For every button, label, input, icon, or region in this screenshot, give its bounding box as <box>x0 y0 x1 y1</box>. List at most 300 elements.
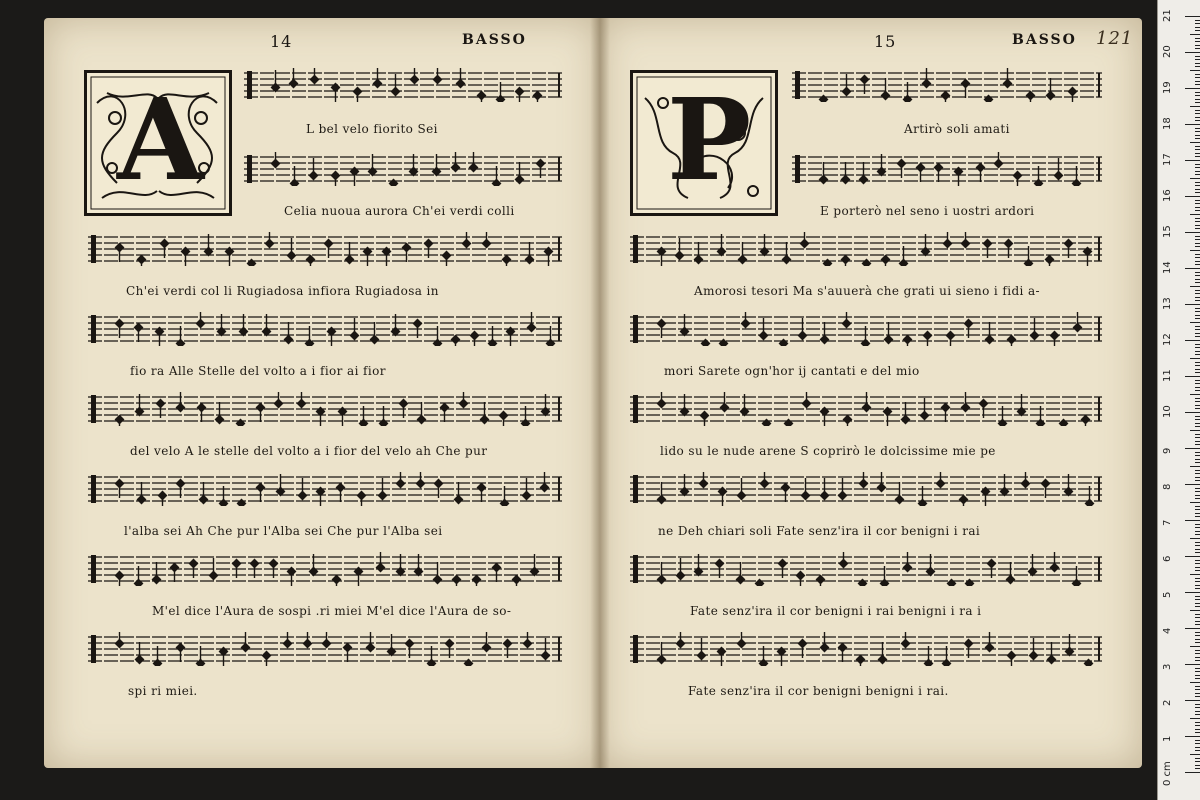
bar-line <box>1098 477 1100 501</box>
music-staff <box>88 312 562 346</box>
ruler-tick <box>1185 592 1200 593</box>
lyric-line: Celia nuoua aurora Ch'ei verdi colli <box>284 204 515 218</box>
ruler-tick <box>1195 596 1200 597</box>
clef-mark <box>91 235 96 263</box>
ruler-tick <box>1195 747 1200 748</box>
ruler-tick <box>1195 527 1200 528</box>
bar-line <box>558 317 560 341</box>
ruler-tick <box>1195 59 1200 60</box>
ruler-tick <box>1195 48 1200 49</box>
ruler-tick <box>1195 383 1200 384</box>
clef-mark <box>91 475 96 503</box>
ruler-tick <box>1195 203 1200 204</box>
ruler-tick <box>1195 95 1200 96</box>
ruler-tick <box>1195 290 1200 291</box>
ruler-tick <box>1195 77 1200 78</box>
ruler-tick <box>1195 617 1200 618</box>
ruler-tick <box>1195 560 1200 561</box>
ruler-tick <box>1195 264 1200 265</box>
ruler-tick <box>1195 614 1200 615</box>
bar-line <box>558 237 560 261</box>
ruler-tick <box>1195 153 1200 154</box>
clef-mark <box>91 635 96 663</box>
ruler-tick <box>1195 506 1200 507</box>
ruler-tick <box>1195 81 1200 82</box>
ruler-tick <box>1185 88 1200 89</box>
ruler-tick <box>1195 707 1200 708</box>
bar-line <box>1098 73 1100 97</box>
ruler-tick <box>1185 772 1200 773</box>
ruler-tick <box>1195 102 1200 103</box>
ruler-tick <box>1185 448 1200 449</box>
music-staff <box>630 232 1102 266</box>
ruler-tick <box>1195 149 1200 150</box>
ruler-tick <box>1195 531 1200 532</box>
ruler-tick <box>1190 394 1200 395</box>
ruler-tick <box>1195 675 1200 676</box>
ruler-tick <box>1195 689 1200 690</box>
ruler-number: 19 <box>1162 81 1173 94</box>
ruler-tick <box>1195 228 1200 229</box>
ruler-tick <box>1190 34 1200 35</box>
ruler-tick <box>1195 398 1200 399</box>
ruler-tick <box>1195 41 1200 42</box>
lyric-line: l'alba sei Ah Che pur l'Alba sei Che pur l'Alba sei <box>124 524 443 538</box>
ruler-tick <box>1195 581 1200 582</box>
ruler-number: 5 <box>1162 591 1173 598</box>
music-staff <box>88 552 562 586</box>
ruler-number: 17 <box>1162 153 1173 166</box>
lyric-line: fio ra Alle Stelle del volto a i fior ai fior <box>130 364 386 378</box>
ruler-number: 1 <box>1162 735 1173 742</box>
ruler-tick <box>1195 275 1200 276</box>
bar-line <box>558 557 560 581</box>
music-staff <box>88 472 562 506</box>
ruler-tick <box>1195 365 1200 366</box>
ruler-tick <box>1195 74 1200 75</box>
ruler-tick <box>1185 52 1200 53</box>
ruler-tick <box>1195 239 1200 240</box>
ruler-tick <box>1195 650 1200 651</box>
clef-mark <box>795 155 800 183</box>
clef-mark <box>795 71 800 99</box>
ruler-tick <box>1195 455 1200 456</box>
ruler-tick <box>1195 405 1200 406</box>
ruler-tick <box>1195 387 1200 388</box>
ruler-tick <box>1195 660 1200 661</box>
ruler-number: 8 <box>1162 483 1173 490</box>
ruler-tick <box>1195 207 1200 208</box>
ruler-tick <box>1195 621 1200 622</box>
ruler-unit-label: 0 cm <box>1162 761 1173 786</box>
ruler-tick <box>1195 84 1200 85</box>
ruler-tick <box>1185 664 1200 665</box>
lyric-line: M'el dice l'Aura de sospi .ri miei M'el dice l'Aura de so- <box>152 604 512 618</box>
ruler-tick <box>1195 246 1200 247</box>
ruler-tick <box>1195 750 1200 751</box>
lyric-line: Fate senz'ira il cor benigni i rai benigni i ra i <box>690 604 982 618</box>
bar-line <box>558 397 560 421</box>
ruler-tick <box>1190 358 1200 359</box>
music-staff <box>88 232 562 266</box>
ruler-tick <box>1195 210 1200 211</box>
page-number: 15 <box>874 32 897 51</box>
ruler-tick <box>1195 686 1200 687</box>
ruler-tick <box>1195 722 1200 723</box>
ruler-tick <box>1195 714 1200 715</box>
ruler-tick <box>1195 639 1200 640</box>
ruler-tick <box>1195 768 1200 769</box>
clef-mark <box>633 315 638 343</box>
ruler-tick <box>1190 430 1200 431</box>
clef-mark <box>633 235 638 263</box>
lyric-line: del velo A le stelle del volto a i fior del velo ah Che pur <box>130 444 488 458</box>
lyric-line: mori Sarete ogn'hor ij cantati e del mio <box>664 364 920 378</box>
ruler-tick <box>1195 315 1200 316</box>
ruler-tick <box>1195 642 1200 643</box>
ruler-tick <box>1190 610 1200 611</box>
ruler-tick <box>1195 488 1200 489</box>
ruler-tick <box>1195 254 1200 255</box>
ruler-tick <box>1185 520 1200 521</box>
ruler-number: 21 <box>1162 9 1173 22</box>
clef-mark <box>91 555 96 583</box>
ruler-tick <box>1195 347 1200 348</box>
ruler-tick <box>1195 509 1200 510</box>
ruler-tick <box>1195 56 1200 57</box>
ruler-tick <box>1195 138 1200 139</box>
ruler-number: 10 <box>1162 405 1173 418</box>
ruler-tick <box>1190 502 1200 503</box>
ruler-tick <box>1195 552 1200 553</box>
ruler-tick <box>1195 192 1200 193</box>
ruler-tick <box>1195 282 1200 283</box>
ruler-tick <box>1195 491 1200 492</box>
ruler-tick <box>1195 164 1200 165</box>
ruler-tick <box>1195 99 1200 100</box>
bar-line <box>558 477 560 501</box>
clef-mark <box>633 395 638 423</box>
ruler-tick <box>1195 452 1200 453</box>
ruler-tick <box>1190 250 1200 251</box>
clef-mark <box>91 395 96 423</box>
ruler-tick <box>1195 300 1200 301</box>
ruler-tick <box>1195 329 1200 330</box>
ruler-tick <box>1195 135 1200 136</box>
bar-line <box>558 637 560 661</box>
ruler-tick <box>1195 524 1200 525</box>
ruler-tick <box>1195 225 1200 226</box>
ruler-tick <box>1195 704 1200 705</box>
ruler-tick <box>1195 542 1200 543</box>
ruler-tick <box>1195 167 1200 168</box>
ruler-tick <box>1195 38 1200 39</box>
ruler-tick <box>1195 120 1200 121</box>
ruler-tick <box>1195 326 1200 327</box>
ruler-tick <box>1195 156 1200 157</box>
ruler-tick <box>1195 696 1200 697</box>
lyric-line: L bel velo fiorito Sei <box>306 122 438 136</box>
ruler-tick <box>1195 416 1200 417</box>
ruler-tick <box>1195 495 1200 496</box>
ruler-number: 12 <box>1162 333 1173 346</box>
initial-letter: A <box>117 75 204 206</box>
ruler-tick <box>1195 570 1200 571</box>
ruler-tick <box>1195 131 1200 132</box>
ruler-tick <box>1195 30 1200 31</box>
ruler-tick <box>1195 578 1200 579</box>
music-staff <box>244 68 562 102</box>
bar-line <box>1098 397 1100 421</box>
ruler-tick <box>1195 678 1200 679</box>
ruler-tick <box>1195 671 1200 672</box>
lyric-line: Artirò soli amati <box>904 122 1010 136</box>
ruler-number: 14 <box>1162 261 1173 274</box>
ruler-tick <box>1195 63 1200 64</box>
ruler-tick <box>1195 372 1200 373</box>
ruler-tick <box>1195 758 1200 759</box>
ruler-tick <box>1195 174 1200 175</box>
ruler-tick <box>1195 477 1200 478</box>
ruler-tick <box>1195 437 1200 438</box>
ruler-tick <box>1195 599 1200 600</box>
ruler-tick <box>1195 606 1200 607</box>
ruler-number: 4 <box>1162 627 1173 634</box>
ruler-tick <box>1195 380 1200 381</box>
ruler-tick <box>1195 257 1200 258</box>
ruler-number: 7 <box>1162 519 1173 526</box>
music-staff <box>630 552 1102 586</box>
ruler-tick <box>1195 725 1200 726</box>
ruler-tick <box>1185 268 1200 269</box>
ruler-tick <box>1190 754 1200 755</box>
open-book <box>44 18 1142 768</box>
ruler-tick <box>1185 412 1200 413</box>
ruler-tick <box>1195 272 1200 273</box>
ruler-tick <box>1195 318 1200 319</box>
clef-mark <box>91 315 96 343</box>
ruler-tick <box>1195 426 1200 427</box>
ruler-tick <box>1195 362 1200 363</box>
ruler-tick <box>1195 513 1200 514</box>
ruler-tick <box>1195 182 1200 183</box>
ruler-number: 6 <box>1162 555 1173 562</box>
lyric-line: Amorosi tesori Ma s'auuerà che grati ui sieno i fidi a- <box>694 284 1040 298</box>
ruler-tick <box>1190 466 1200 467</box>
ruler-tick <box>1195 110 1200 111</box>
ruler-tick <box>1195 390 1200 391</box>
ruler-tick <box>1195 761 1200 762</box>
ruler-tick <box>1185 628 1200 629</box>
ruler-tick <box>1190 70 1200 71</box>
page-number: 14 <box>270 32 293 51</box>
ruler-tick <box>1195 200 1200 201</box>
ruler-tick <box>1195 668 1200 669</box>
ruler-tick <box>1195 308 1200 309</box>
ruler-tick <box>1190 646 1200 647</box>
part-title: BASSO <box>1012 32 1077 48</box>
ruler-tick <box>1195 401 1200 402</box>
ruler-tick <box>1195 344 1200 345</box>
music-staff <box>88 632 562 666</box>
lyric-line: Fate senz'ira il cor benigni benigni i rai. <box>688 684 949 698</box>
ruler-tick <box>1195 711 1200 712</box>
ruler-number: 13 <box>1162 297 1173 310</box>
ruler-tick <box>1195 243 1200 244</box>
ruler-tick <box>1185 736 1200 737</box>
ruler-tick <box>1195 632 1200 633</box>
ruler-tick <box>1190 682 1200 683</box>
bar-line <box>1098 637 1100 661</box>
measuring-ruler <box>1157 0 1200 800</box>
ruler-tick <box>1195 653 1200 654</box>
ruler-tick <box>1195 128 1200 129</box>
folio-number: 121 <box>1096 28 1134 49</box>
ruler-tick <box>1195 171 1200 172</box>
ruler-tick <box>1185 340 1200 341</box>
ruler-tick <box>1185 376 1200 377</box>
music-staff <box>630 472 1102 506</box>
ruler-tick <box>1195 635 1200 636</box>
lyric-line: Ch'ei verdi col li Rugiadosa infiora Rugiadosa in <box>126 284 439 298</box>
ruler-tick <box>1195 218 1200 219</box>
ruler-tick <box>1195 441 1200 442</box>
ruler-tick <box>1195 369 1200 370</box>
lyric-line: ne Deh chiari soli Fate senz'ira il cor benigni i rai <box>658 524 981 538</box>
ruler-tick <box>1185 160 1200 161</box>
ruler-tick <box>1195 293 1200 294</box>
ruler-tick <box>1195 624 1200 625</box>
ruler-tick <box>1195 534 1200 535</box>
ruler-tick <box>1190 142 1200 143</box>
ruler-number: 2 <box>1162 699 1173 706</box>
bar-line <box>558 73 560 97</box>
music-staff <box>630 312 1102 346</box>
ruler-tick <box>1195 336 1200 337</box>
clef-mark <box>247 71 252 99</box>
bar-line <box>1098 317 1100 341</box>
ruler-tick <box>1195 354 1200 355</box>
ruler-tick <box>1190 574 1200 575</box>
ruler-tick <box>1195 567 1200 568</box>
ruler-tick <box>1195 516 1200 517</box>
ruler-tick <box>1195 693 1200 694</box>
ruler-tick <box>1195 333 1200 334</box>
ruler-tick <box>1195 740 1200 741</box>
ruler-tick <box>1195 311 1200 312</box>
ruler-tick <box>1195 261 1200 262</box>
initial-letter: P <box>667 75 752 206</box>
ruler-tick <box>1195 27 1200 28</box>
ruler-tick <box>1195 588 1200 589</box>
ruler-tick <box>1195 146 1200 147</box>
ruler-tick <box>1190 106 1200 107</box>
ruler-tick <box>1195 459 1200 460</box>
ruler-tick <box>1195 434 1200 435</box>
ruler-tick <box>1195 113 1200 114</box>
ruler-tick <box>1195 657 1200 658</box>
ruler-tick <box>1195 23 1200 24</box>
ruler-tick <box>1185 556 1200 557</box>
music-staff <box>630 632 1102 666</box>
ruler-tick <box>1195 549 1200 550</box>
ruler-tick <box>1185 484 1200 485</box>
ruler-tick <box>1185 232 1200 233</box>
ruler-tick <box>1190 322 1200 323</box>
ruler-tick <box>1195 603 1200 604</box>
ruler-tick <box>1195 765 1200 766</box>
ruler-tick <box>1195 419 1200 420</box>
decorated-initial <box>630 70 778 216</box>
ruler-tick <box>1195 221 1200 222</box>
ruler-tick <box>1195 444 1200 445</box>
ruler-tick <box>1195 480 1200 481</box>
ruler-tick <box>1195 545 1200 546</box>
ruler-tick <box>1195 117 1200 118</box>
ruler-tick <box>1190 538 1200 539</box>
ruler-tick <box>1185 304 1200 305</box>
ruler-tick <box>1195 498 1200 499</box>
music-staff <box>792 68 1102 102</box>
ruler-tick <box>1195 585 1200 586</box>
ruler-tick <box>1185 16 1200 17</box>
lyric-line: spi ri miei. <box>128 684 198 698</box>
ruler-tick <box>1190 718 1200 719</box>
ruler-tick <box>1185 124 1200 125</box>
ruler-tick <box>1190 178 1200 179</box>
ruler-tick <box>1195 185 1200 186</box>
decorated-initial <box>84 70 232 216</box>
ruler-tick <box>1190 286 1200 287</box>
ruler-tick <box>1195 408 1200 409</box>
clef-mark <box>633 475 638 503</box>
ruler-tick <box>1195 279 1200 280</box>
ruler-tick <box>1195 732 1200 733</box>
music-staff <box>792 152 1102 186</box>
ruler-tick <box>1195 297 1200 298</box>
ruler-number: 9 <box>1162 447 1173 454</box>
ruler-tick <box>1190 214 1200 215</box>
clef-mark <box>633 635 638 663</box>
ruler-tick <box>1195 189 1200 190</box>
part-title: BASSO <box>462 32 527 48</box>
ruler-tick <box>1195 462 1200 463</box>
music-staff <box>88 392 562 426</box>
ruler-tick <box>1195 563 1200 564</box>
ruler-tick <box>1195 20 1200 21</box>
ruler-number: 16 <box>1162 189 1173 202</box>
bar-line <box>558 157 560 181</box>
ruler-number: 18 <box>1162 117 1173 130</box>
ruler-number: 3 <box>1162 663 1173 670</box>
ruler-tick <box>1195 473 1200 474</box>
ruler-tick <box>1195 236 1200 237</box>
ruler-tick <box>1195 470 1200 471</box>
lyric-line: E porterò nel seno i uostri ardori <box>820 204 1035 218</box>
ruler-tick <box>1195 423 1200 424</box>
lyric-line: lido su le nude arene S coprirò le dolcissime mie pe <box>660 444 996 458</box>
bar-line <box>1098 557 1100 581</box>
ruler-tick <box>1195 351 1200 352</box>
ruler-tick <box>1195 45 1200 46</box>
ruler-tick <box>1195 66 1200 67</box>
ruler-number: 20 <box>1162 45 1173 58</box>
music-staff <box>630 392 1102 426</box>
ruler-number: 15 <box>1162 225 1173 238</box>
ruler-tick <box>1195 743 1200 744</box>
ruler-tick <box>1185 700 1200 701</box>
clef-mark <box>247 155 252 183</box>
